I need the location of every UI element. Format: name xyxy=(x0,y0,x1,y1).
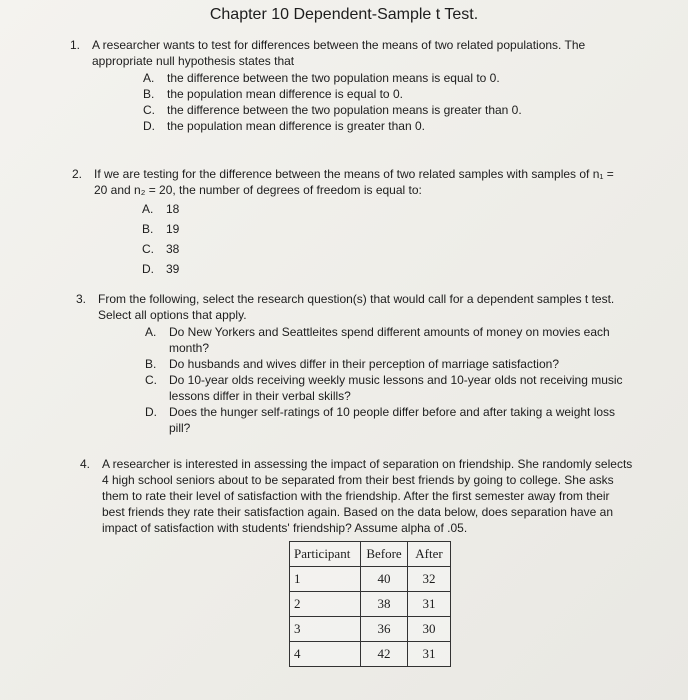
option-text: Do 10-year olds receiving weekly music lessons and 10-year olds not receiving music xyxy=(169,373,623,387)
table-cell: 3 xyxy=(290,617,361,642)
table-cell: 1 xyxy=(290,567,361,592)
option-d: D. 39 xyxy=(142,262,180,276)
option-text: 18 xyxy=(166,202,180,216)
options-list xyxy=(142,199,672,279)
stem-line: impact of satisfaction with students' friendship? Assume alpha of .05. xyxy=(102,521,468,535)
question-stem xyxy=(98,291,676,323)
column-header-participant: Participant xyxy=(290,542,361,567)
option-text: lessons differ in their verbal skills? xyxy=(169,389,351,403)
question-stem xyxy=(94,166,672,198)
option-b: B. the population mean difference is equal to 0. xyxy=(143,87,403,101)
option-c: C. Do 10-year olds receiving weekly music lessons and 10-year olds not receiving music lessons differ in their verbal skills? xyxy=(145,372,676,404)
stem-line: If we are testing for the difference between the means of two related samples with samples of n₁ = xyxy=(94,167,614,181)
option-text: month? xyxy=(169,341,210,355)
page-title: Chapter 10 Dependent-Sample t Test. xyxy=(209,6,479,23)
table-row xyxy=(290,567,451,592)
table-cell: 32 xyxy=(408,567,451,592)
stem-line: appropriate null hypothesis states that xyxy=(92,54,295,68)
column-header-before: Before xyxy=(361,542,408,567)
question-2 xyxy=(72,166,672,279)
option-text: Does the hunger self-ratings of 10 people differ before and after taking a weight loss xyxy=(169,405,616,419)
question-3 xyxy=(76,291,676,436)
table-cell: 31 xyxy=(408,592,451,617)
table-header-row xyxy=(290,542,451,567)
question-1 xyxy=(70,37,670,134)
option-text: the difference between the two population means is equal to 0. xyxy=(167,71,500,85)
table-cell: 40 xyxy=(361,567,408,592)
stem-line: A researcher wants to test for differences between the means of two related populations. The xyxy=(92,38,586,52)
option-text: the population mean difference is greater than 0. xyxy=(167,119,425,133)
question-stem xyxy=(102,456,670,536)
question-stem xyxy=(92,37,670,69)
question-number: 1. xyxy=(70,38,81,52)
stem-line: From the following, select the research question(s) that would call for a dependent samples t test. xyxy=(98,292,615,306)
option-a: A. the difference between the two population means is equal to 0. xyxy=(143,71,500,85)
table-row xyxy=(290,592,451,617)
stem-line: them to rate their level of satisfaction with the friendship. After the first semester away from their xyxy=(102,489,610,503)
column-header-after: After xyxy=(408,542,451,567)
option-text: 38 xyxy=(166,242,180,256)
table-cell: 2 xyxy=(290,592,361,617)
option-d: D. Does the hunger self-ratings of 10 people differ before and after taking a weight loss pill? xyxy=(145,404,676,436)
option-text: Do husbands and wives differ in their perception of marriage satisfaction? xyxy=(169,357,559,371)
stem-line: best friends they rate their satisfaction again. Based on the data below, does separation have an xyxy=(102,505,614,519)
stem-line: Select all options that apply. xyxy=(98,308,247,322)
stem-line: 20 and n₂ = 20, the number of degrees of freedom is equal to: xyxy=(94,183,422,197)
stem-line: A researcher is interested in assessing the impact of separation on friendship. She randomly selects xyxy=(102,457,633,471)
question-number: 2. xyxy=(72,167,83,181)
option-text: Do New Yorkers and Seattleites spend different amounts of money on movies each xyxy=(169,325,610,339)
option-c: C. the difference between the two population means is greater than 0. xyxy=(143,103,522,117)
options-list xyxy=(145,324,676,436)
option-a: A. Do New Yorkers and Seattleites spend different amounts of money on movies each month? xyxy=(145,324,676,356)
option-text: the difference between the two population means is greater than 0. xyxy=(167,103,522,117)
option-text: the population mean difference is equal to 0. xyxy=(167,87,403,101)
option-text: 19 xyxy=(166,222,180,236)
question-4 xyxy=(80,456,670,536)
question-number: 4. xyxy=(80,457,91,471)
option-a: A. 18 xyxy=(142,202,180,216)
option-c: C. 38 xyxy=(142,242,180,256)
table-cell: 31 xyxy=(408,642,451,667)
table-cell: 38 xyxy=(361,592,408,617)
table-cell: 4 xyxy=(290,642,361,667)
option-text: 39 xyxy=(166,262,180,276)
stem-line: 4 high school seniors about to be separated from their best friends by going to college. She asks xyxy=(102,473,614,487)
option-d: D. the population mean difference is greater than 0. xyxy=(143,119,425,133)
table-row xyxy=(290,617,451,642)
table-cell: 30 xyxy=(408,617,451,642)
option-b: B. Do husbands and wives differ in their perception of marriage satisfaction? xyxy=(145,356,676,372)
table-row xyxy=(290,642,451,667)
option-text: pill? xyxy=(169,421,191,435)
table-cell: 42 xyxy=(361,642,408,667)
question-number: 3. xyxy=(76,292,87,306)
table-cell: 36 xyxy=(361,617,408,642)
options-list xyxy=(143,70,670,134)
data-table xyxy=(289,541,451,667)
option-b: B. 19 xyxy=(142,222,180,236)
